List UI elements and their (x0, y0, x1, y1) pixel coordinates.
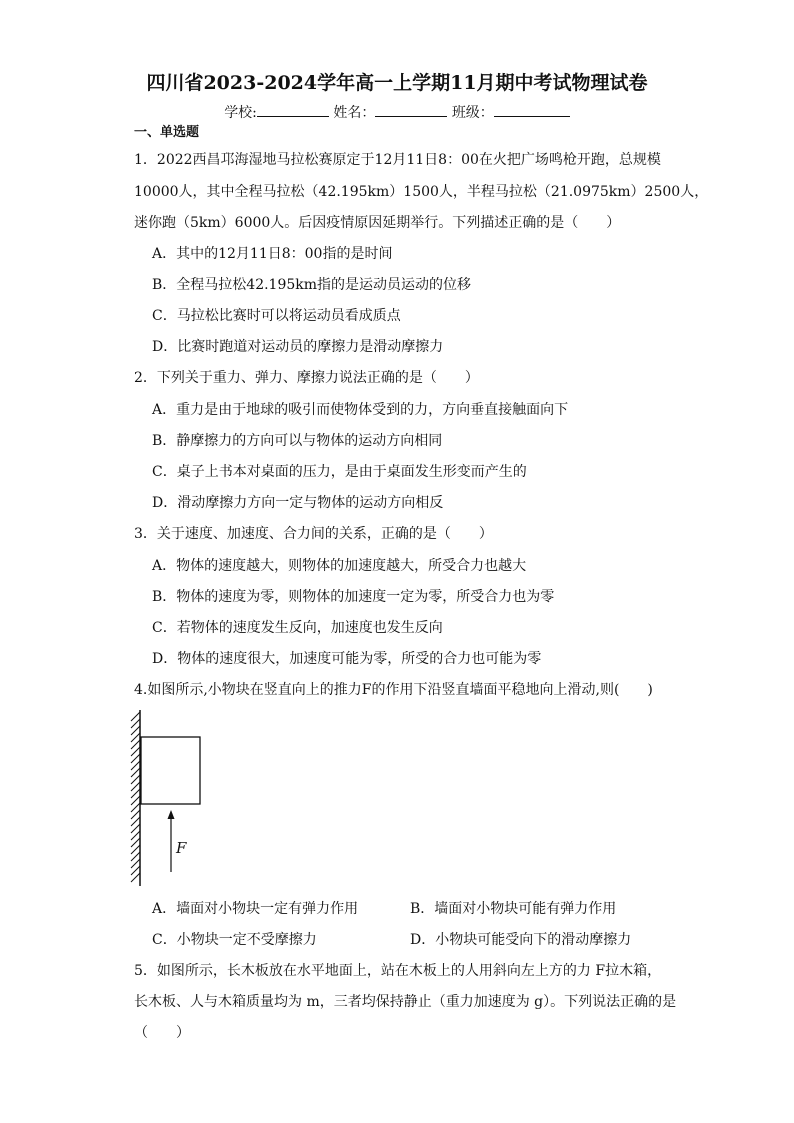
q2-stem: 2．下列关于重力、弹力、摩擦力说法正确的是（ ） (134, 370, 479, 386)
q4-option-b: B．墙面对小物块可能有弹力作用 (410, 901, 617, 917)
q4-option-d: D．小物块可能受向下的滑动摩擦力 (410, 932, 632, 948)
section-heading: 一、单选题 (134, 125, 200, 140)
school-blank (257, 102, 329, 117)
class-label: 班级： (451, 105, 494, 121)
q2-option-c: C．桌子上书本对桌面的压力，是由于桌面发生形变而产生的 (152, 464, 527, 480)
q5-stem-line3: （ ） (134, 1025, 190, 1041)
q4-stem: 4.如图所示,小物块在竖直向上的推力F的作用下沿竖直墙面平稳地向上滑动,则( ) (134, 682, 653, 698)
q2-option-b: B．静摩擦力的方向可以与物体的运动方向相同 (152, 433, 443, 449)
student-info-line (0, 102, 794, 122)
q1-stem-line2: 10000人，其中全程马拉松（42.195km）1500人，半程马拉松（21.0975km）2500人， (134, 184, 709, 200)
class-blank (494, 102, 570, 117)
wall-hatching (131, 712, 140, 882)
force-label: F (176, 839, 187, 857)
q1-stem-line3: 迷你跑（5km）6000人。后因疫情原因延期举行。下列描述正确的是（ ） (134, 215, 621, 231)
name-label: 姓名： (333, 105, 376, 121)
small-block (141, 737, 200, 804)
q1-option-b: B．全程马拉松42.195km指的是运动员运动的位移 (152, 277, 472, 293)
q4-option-c: C．小物块一定不受摩擦力 (152, 932, 317, 948)
q3-option-a: A．物体的速度越大，则物体的加速度越大，所受合力也越大 (152, 558, 527, 574)
page-title: 四川省2023-2024学年高一上学期11月期中考试物理试卷 (146, 72, 648, 94)
q1-stem-line1: 1．2022西昌邛海湿地马拉松赛原定于12月11日8：00在火把广场鸣枪开跑，总规模 (134, 152, 661, 168)
q4-option-a: A．墙面对小物块一定有弹力作用 (152, 901, 359, 917)
force-arrow-head (168, 810, 175, 819)
q2-option-a: A．重力是由于地球的吸引而使物体受到的力，方向垂直接触面向下 (152, 402, 569, 418)
q3-stem: 3．关于速度、加速度、合力间的关系，正确的是（ ） (134, 526, 493, 542)
school-label: 学校: (224, 105, 257, 121)
q4-wall-block-figure (126, 706, 216, 890)
q5-stem-line2: 长木板、人与木箱质量均为 m，三者均保持静止（重力加速度为 g）。下列说法正确的是 (134, 994, 677, 1010)
q5-stem-line1: 5．如图所示，长木板放在水平地面上，站在木板上的人用斜向左上方的力 F拉木箱， (134, 963, 662, 979)
q2-option-d: D．滑动摩擦力方向一定与物体的运动方向相反 (152, 495, 444, 511)
q3-option-b: B．物体的速度为零，则物体的加速度一定为零，所受合力也为零 (152, 589, 555, 605)
q1-option-c: C．马拉松比赛时可以将运动员看成质点 (152, 308, 401, 324)
q3-option-d: D．物体的速度很大，加速度可能为零，所受的合力也可能为零 (152, 651, 542, 667)
q1-option-a: A．其中的12月11日8：00指的是时间 (152, 246, 393, 262)
name-blank (375, 102, 447, 117)
q1-option-d: D．比赛时跑道对运动员的摩擦力是滑动摩擦力 (152, 339, 444, 355)
q3-option-c: C．若物体的速度发生反向，加速度也发生反向 (152, 620, 443, 636)
